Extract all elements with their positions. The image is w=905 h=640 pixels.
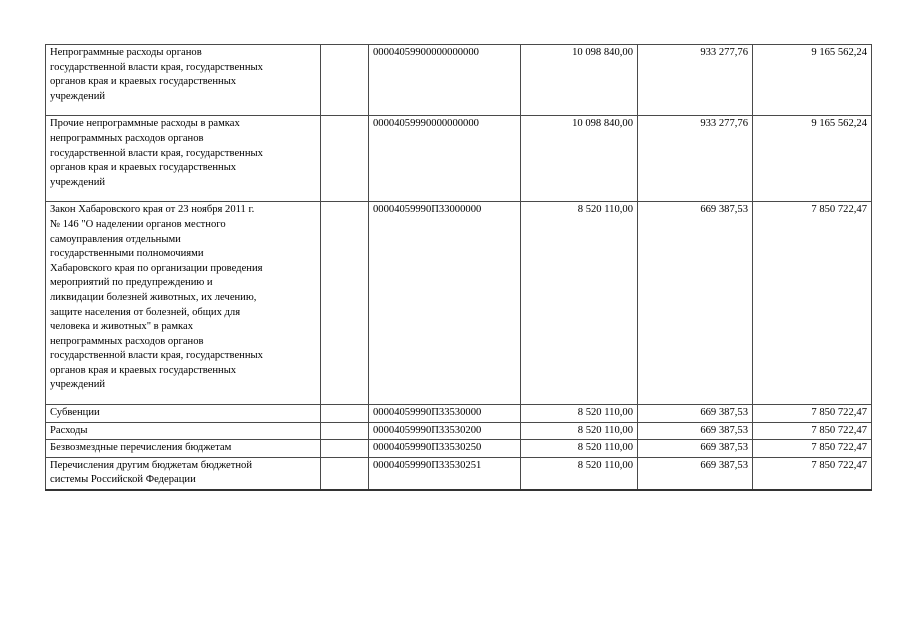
amount-remaining: 7 850 722,47 [753,457,872,490]
table-row [46,45,872,116]
table-row [46,457,872,490]
row-name: Субвенции [46,405,321,423]
amount-total: 8 520 110,00 [521,440,638,458]
amount-executed: 669 387,53 [638,405,753,423]
empty-cell [321,45,369,116]
empty-cell [321,202,369,405]
amount-remaining: 7 850 722,47 [753,440,872,458]
amount-executed: 933 277,76 [638,116,753,202]
amount-remaining: 9 165 562,24 [753,116,872,202]
empty-cell [321,440,369,458]
amount-total: 8 520 110,00 [521,202,638,405]
amount-total: 8 520 110,00 [521,422,638,440]
table-row [46,202,872,405]
table-row [46,405,872,423]
empty-cell [321,116,369,202]
row-name: Закон Хабаровского края от 23 ноября 2011 г. № 146 "О наделении органов местного самоуправления отдельными государственными полномочиями Хабаровского края по организации проведения мероприятий по предупреждению и ликвидации болезней животных, их лечению, защите населения от болезней, общих для человека и животных" в рамках непрограммных расходов органов государственной власти края, государственных органов края и краевых государственных учреждений [46,202,321,405]
empty-cell [321,422,369,440]
row-code: 00004059900000000000 [369,45,521,116]
row-name: Перечисления другим бюджетам бюджетной системы Российской Федерации [46,457,321,490]
amount-total: 8 520 110,00 [521,405,638,423]
row-code: 00004059990000000000 [369,116,521,202]
table-row [46,440,872,458]
amount-total: 8 520 110,00 [521,457,638,490]
row-name: Непрограммные расходы органов государственной власти края, государственных органов края и краевых государственных учреждений [46,45,321,116]
amount-remaining: 7 850 722,47 [753,202,872,405]
amount-total: 10 098 840,00 [521,116,638,202]
table-row [46,116,872,202]
amount-executed: 669 387,53 [638,202,753,405]
table-row [46,422,872,440]
row-code: 00004059990П33000000 [369,202,521,405]
row-name: Безвозмездные перечисления бюджетам [46,440,321,458]
row-name: Расходы [46,422,321,440]
amount-total: 10 098 840,00 [521,45,638,116]
amount-executed: 669 387,53 [638,422,753,440]
budget-table [45,44,872,491]
row-code: 00004059990П33530200 [369,422,521,440]
amount-remaining: 7 850 722,47 [753,405,872,423]
amount-executed: 933 277,76 [638,45,753,116]
amount-executed: 669 387,53 [638,457,753,490]
amount-remaining: 9 165 562,24 [753,45,872,116]
empty-cell [321,457,369,490]
row-code: 00004059990П33530250 [369,440,521,458]
amount-executed: 669 387,53 [638,440,753,458]
row-code: 00004059990П33530000 [369,405,521,423]
row-code: 00004059990П33530251 [369,457,521,490]
amount-remaining: 7 850 722,47 [753,422,872,440]
empty-cell [321,405,369,423]
row-name: Прочие непрограммные расходы в рамках непрограммных расходов органов государственной власти края, государственных органов края и краевых государственных учреждений [46,116,321,202]
